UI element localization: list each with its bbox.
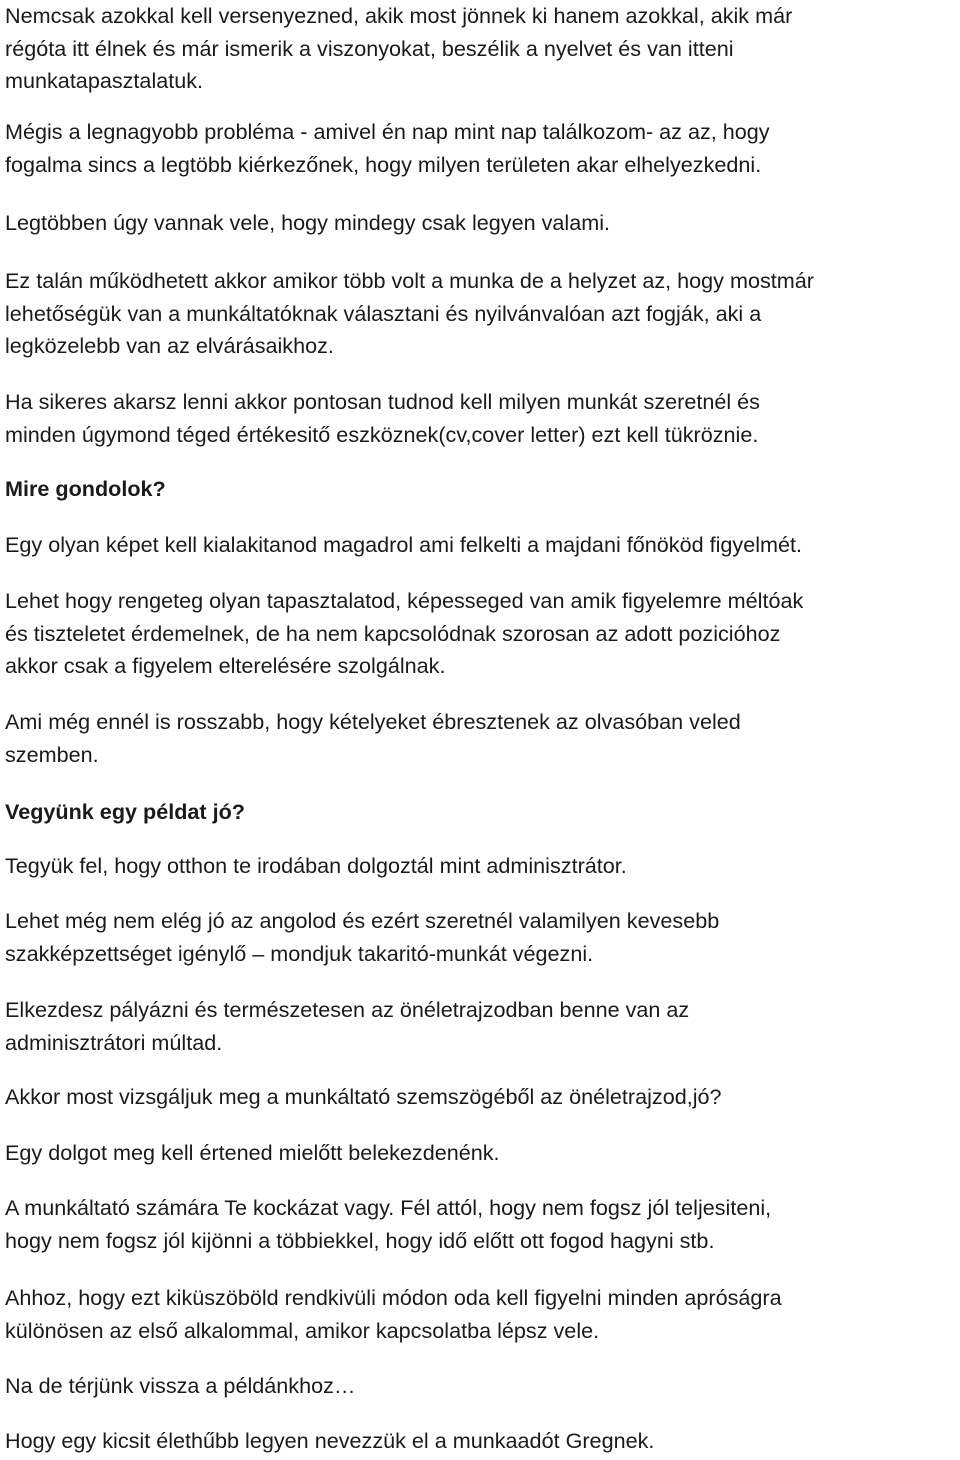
text-line: különösen az első alkalommal, amikor kapcsolatba lépsz vele. xyxy=(5,1317,600,1343)
paragraph-risk xyxy=(5,1192,960,1257)
text-line: régóta itt élnek és már ismerik a viszonyokat, beszélik a nyelvet és van itteni xyxy=(5,35,734,61)
text-line: lehetőségük van a munkáltatóknak választani és nyilvánvalóan azt fogják, aki a xyxy=(5,300,762,326)
text-line: Egy dolgot meg kell értened mielőtt belekezdenénk. xyxy=(5,1140,500,1165)
paragraph-experience-distraction xyxy=(5,585,960,683)
text-line: Ez talán működhetett akkor amikor több volt a munka de a helyzet az, hogy mostmár xyxy=(5,268,814,293)
text-line: akkor csak a figyelem elterelésére szolgálnak. xyxy=(5,653,446,678)
text-line: Hogy egy kicsit élethűbb legyen nevezzük el a munkaadót Gregnek. xyxy=(5,1428,655,1453)
paragraph-english-level xyxy=(5,905,960,970)
text-line: Legtöbben úgy vannak vele, hogy mindegy csak legyen valami. xyxy=(5,210,611,235)
paragraph-suppose xyxy=(5,850,960,883)
paragraph-greg xyxy=(5,1425,960,1458)
document-page xyxy=(5,0,960,1460)
text-line: Elkezdesz pályázni és természetesen az önéletrajzodban benne van az xyxy=(5,997,690,1022)
text-line: hogy nem fogsz jól kijönni a többiekkel, hogy idő előtt ott fogod hagyni stb. xyxy=(5,1227,715,1253)
paragraph-understand xyxy=(5,1137,960,1170)
text-line: Ahhoz, hogy ezt kiküszöböld rendkivüli módon oda kell figyelni minden apróságra xyxy=(5,1285,782,1310)
text-line: Vegyünk egy példat jó? xyxy=(5,799,245,824)
paragraph-employer-perspective xyxy=(5,1081,960,1114)
paragraph-biggest-problem xyxy=(5,116,960,181)
text-line: és tiszteletet érdemelnek, de ha nem kapcsolódnak szorosan az adott pozicióhoz xyxy=(5,620,781,646)
text-line: munkatapasztalatuk. xyxy=(5,68,204,93)
text-line: Egy olyan képet kell kialakitanod magadrol ami felkelti a majdani főnököd figyelmét. xyxy=(5,532,802,557)
paragraph-competition xyxy=(5,0,960,98)
paragraph-build-image xyxy=(5,529,960,562)
text-line: legközelebb van az elvárásaikhoz. xyxy=(5,333,334,358)
paragraph-back-to-example xyxy=(5,1370,960,1403)
text-line: Mire gondolok? xyxy=(5,476,166,501)
text-line: minden úgymond téged értékesitő eszköznek(cv,cover letter) ezt kell tükröznie. xyxy=(5,421,759,447)
heading-what-do-i-mean xyxy=(5,473,960,506)
text-line: Tegyük fel, hogy otthon te irodában dolgoztál mint adminisztrátor. xyxy=(5,853,627,878)
text-line: fogalma sincs a legtöbb kiérkezőnek, hogy milyen területen akar elhelyezkedni. xyxy=(5,151,762,177)
paragraph-attention-to-detail xyxy=(5,1282,960,1347)
text-line: adminisztrátori múltad. xyxy=(5,1029,223,1055)
text-line: Ha sikeres akarsz lenni akkor pontosan tudnod kell milyen munkát szeretnél és xyxy=(5,389,760,414)
text-line: Nemcsak azokkal kell versenyezned, akik most jönnek ki hanem azokkal, akik már xyxy=(5,3,793,28)
paragraph-applying xyxy=(5,994,960,1059)
text-line: Ami még ennél is rosszabb, hogy kételyeket ébresztenek az olvasóban veled xyxy=(5,709,741,734)
text-line: Akkor most vizsgáljuk meg a munkáltató szemszögéből az önéletrajzod,jó? xyxy=(5,1084,722,1109)
text-line: Lehet hogy rengeteg olyan tapasztalatod, képesseged van amik figyelemre méltóak xyxy=(5,588,804,613)
text-line: Mégis a legnagyobb probléma - amivel én nap mint nap találkozom- az az, hogy xyxy=(5,119,770,144)
heading-example xyxy=(5,796,960,829)
text-line: A munkáltató számára Te kockázat vagy. Fél attól, hogy nem fogsz jól teljesiteni, xyxy=(5,1195,772,1220)
paragraph-doubts xyxy=(5,706,960,771)
text-line: Na de térjünk vissza a példánkhoz… xyxy=(5,1373,356,1398)
text-line: szakképzettséget igénylő – mondjuk takaritó-munkát végezni. xyxy=(5,940,594,966)
paragraph-employers-choose xyxy=(5,265,960,363)
paragraph-anything-goes xyxy=(5,207,960,240)
paragraph-be-successful xyxy=(5,386,960,451)
text-line: szemben. xyxy=(5,741,99,767)
text-line: Lehet még nem elég jó az angolod és ezért szeretnél valamilyen kevesebb xyxy=(5,908,720,933)
